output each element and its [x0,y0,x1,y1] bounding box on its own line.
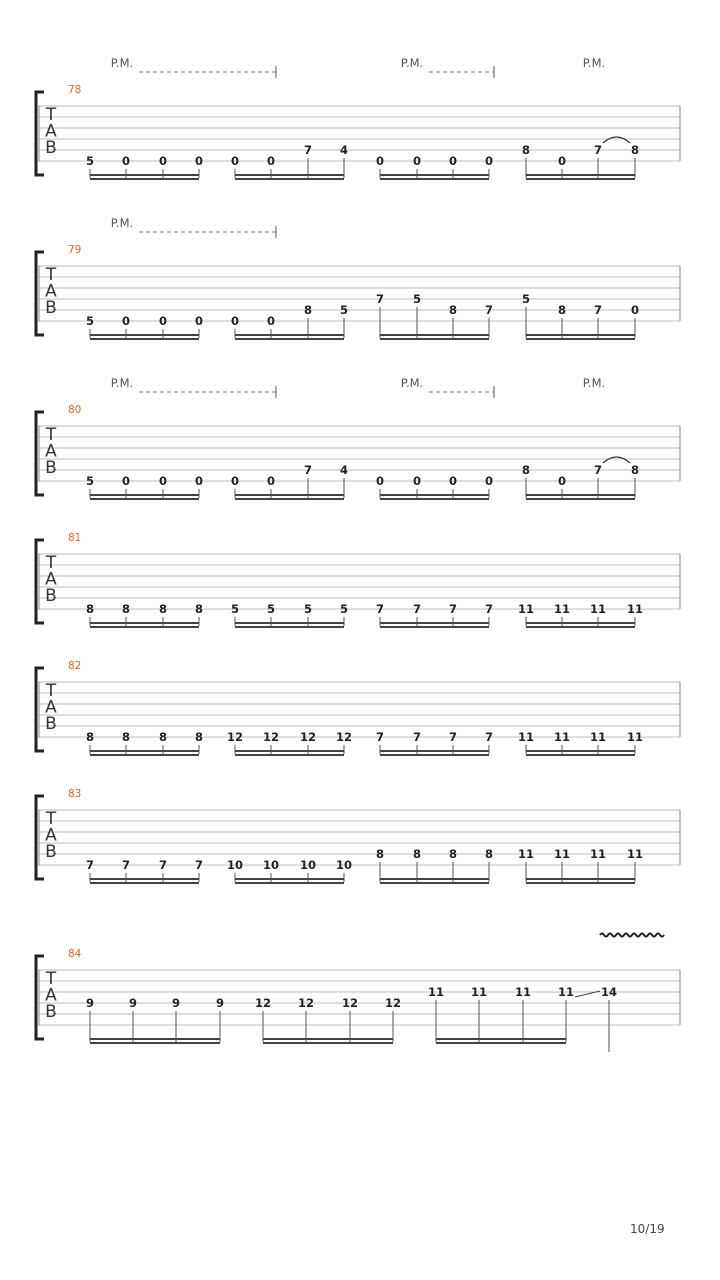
system-bracket [36,252,44,335]
beam [380,622,489,624]
fret-number: 5 [339,602,349,616]
fret-number: 0 [158,154,168,168]
fret-number: 0 [121,474,131,488]
fret-number: 7 [375,730,385,744]
tab-clef-letter: T [45,425,57,445]
fret-number: 8 [521,143,531,157]
fret-number: 10 [299,858,317,872]
fret-number: 9 [128,996,138,1010]
fret-number: 0 [230,314,240,328]
fret-number: 8 [194,730,204,744]
tab-clef-letter: A [45,441,57,462]
fret-number: 9 [215,996,225,1010]
fret-number: 8 [557,303,567,317]
fret-number: 7 [593,303,603,317]
tab-system [36,216,680,340]
fret-number: 0 [557,154,567,168]
fret-number: 0 [266,154,276,168]
fret-number: 0 [375,474,385,488]
beam [526,882,635,884]
fret-number: 7 [121,858,131,872]
fret-number: 12 [254,996,272,1010]
fret-number: 12 [297,996,315,1010]
fret-number: 12 [262,730,280,744]
fret-number: 11 [553,730,571,744]
beam [90,494,199,496]
fret-number: 9 [171,996,181,1010]
beam [526,494,635,496]
beam [380,878,489,880]
beam [436,1038,566,1040]
beam [235,878,344,880]
fret-number: 7 [484,602,494,616]
tab-clef-letter: T [45,265,57,285]
beam [526,754,635,756]
system-bracket [36,540,44,623]
palm-mute-label: P.M. [110,376,134,390]
fret-number: 8 [194,602,204,616]
fret-number: 11 [517,730,535,744]
beam [90,338,199,340]
fret-number: 7 [484,303,494,317]
fret-number: 11 [626,847,644,861]
fret-number: 0 [121,154,131,168]
beam [380,178,489,180]
fret-number: 12 [384,996,402,1010]
beam [90,626,199,628]
bar-number: 78 [68,84,82,96]
fret-number: 12 [299,730,317,744]
fret-number: 8 [375,847,385,861]
beam [263,1042,393,1044]
fret-number: 7 [593,463,603,477]
tab-system [36,660,680,756]
beam [380,754,489,756]
beam [380,334,489,336]
fret-number: 11 [427,985,445,999]
beam [263,1038,393,1040]
beam [235,334,344,336]
fret-number: 10 [226,858,244,872]
fret-number: 11 [514,985,532,999]
fret-number: 8 [121,602,131,616]
fret-number: 8 [158,730,168,744]
beam [90,1042,220,1044]
beam [90,750,199,752]
beam [90,622,199,624]
fret-number: 11 [557,985,575,999]
fret-number: 11 [517,847,535,861]
fret-number: 5 [303,602,313,616]
fret-number: 10 [335,858,353,872]
fret-number: 7 [303,463,313,477]
tab-clef-letter: B [45,586,57,606]
beam [235,622,344,624]
fret-number: 7 [593,143,603,157]
beam [90,178,199,180]
fret-number: 0 [194,154,204,168]
beam [235,338,344,340]
fret-number: 8 [448,847,458,861]
fret-number: 8 [303,303,313,317]
fret-number: 7 [85,858,95,872]
fret-number: 11 [589,847,607,861]
fret-number: 12 [335,730,353,744]
system-bracket [36,796,44,879]
beam [526,622,635,624]
fret-number: 7 [375,602,385,616]
bar-number: 84 [68,948,82,960]
beam [235,174,344,176]
fret-number: 7 [484,730,494,744]
fret-number: 0 [230,154,240,168]
fret-number: 8 [412,847,422,861]
fret-number: 11 [626,602,644,616]
bar-number: 81 [68,532,82,544]
fret-number: 10 [262,858,280,872]
tab-clef-letter: T [45,969,57,989]
fret-number: 5 [266,602,276,616]
fret-number: 0 [630,303,640,317]
fret-number: 0 [557,474,567,488]
beam [90,754,199,756]
tab-clef-letter: B [45,458,57,478]
beam [526,750,635,752]
fret-number: 5 [521,292,531,306]
palm-mute-label: P.M. [582,56,606,70]
fret-number: 8 [521,463,531,477]
tab-clef-letter: A [45,569,57,590]
beam [380,338,489,340]
fret-number: 0 [448,474,458,488]
tab-system [36,532,680,628]
tab-system [36,788,680,884]
fret-number: 12 [226,730,244,744]
fret-number: 5 [412,292,422,306]
tab-clef-letter: B [45,842,57,862]
beam [90,882,199,884]
bar-number: 79 [68,244,82,256]
fret-number: 8 [484,847,494,861]
bar-number: 80 [68,404,82,416]
beam [235,626,344,628]
tab-clef-letter: A [45,121,57,142]
beam [235,882,344,884]
beam [526,178,635,180]
beam [90,498,199,500]
beam [380,882,489,884]
fret-number: 0 [230,474,240,488]
beam [380,750,489,752]
beam [90,334,199,336]
beam [235,754,344,756]
fret-number: 7 [158,858,168,872]
tab-clef-letter: B [45,298,57,318]
fret-number: 5 [85,314,95,328]
tab-clef-letter: T [45,105,57,125]
fret-number: 5 [339,303,349,317]
tab-clef-letter: A [45,985,57,1006]
beam [90,878,199,880]
tab-system [36,56,680,180]
beam [526,626,635,628]
fret-number: 11 [470,985,488,999]
beam [235,494,344,496]
tie-arc [603,137,630,143]
fret-number: 11 [589,602,607,616]
fret-number: 0 [412,474,422,488]
system-bracket [36,668,44,751]
fret-number: 0 [194,314,204,328]
fret-number: 7 [303,143,313,157]
beam [526,334,635,336]
tab-clef-letter: B [45,714,57,734]
fret-number: 11 [626,730,644,744]
fret-number: 7 [375,292,385,306]
fret-number: 5 [85,474,95,488]
beam [90,174,199,176]
tab-clef-letter: T [45,809,57,829]
tab-clef-letter: T [45,681,57,701]
fret-number: 0 [412,154,422,168]
fret-number: 8 [158,602,168,616]
beam [526,338,635,340]
fret-number: 11 [589,730,607,744]
fret-number: 0 [448,154,458,168]
fret-number: 7 [448,602,458,616]
palm-mute-label: P.M. [582,376,606,390]
fret-number: 8 [121,730,131,744]
fret-number: 7 [448,730,458,744]
fret-number: 0 [121,314,131,328]
fret-number: 11 [553,602,571,616]
fret-number: 0 [194,474,204,488]
beam [380,626,489,628]
bar-number: 83 [68,788,82,800]
beam [235,178,344,180]
beam [526,878,635,880]
fret-number: 8 [85,730,95,744]
fret-number: 0 [266,314,276,328]
palm-mute-label: P.M. [110,56,134,70]
bar-number: 82 [68,660,82,672]
vibrato-mark [600,934,664,937]
fret-number: 8 [448,303,458,317]
palm-mute-label: P.M. [400,56,424,70]
system-bracket [36,956,44,1039]
tab-system [36,376,680,500]
beam [90,1038,220,1040]
fret-number: 7 [412,602,422,616]
fret-number: 4 [339,143,349,157]
beam [526,498,635,500]
tab-clef-letter: B [45,1002,57,1022]
beam [235,750,344,752]
fret-number: 0 [158,474,168,488]
fret-number: 5 [85,154,95,168]
fret-number: 7 [194,858,204,872]
fret-number: 11 [517,602,535,616]
palm-mute-label: P.M. [400,376,424,390]
tab-clef-letter: A [45,825,57,846]
fret-number: 14 [600,985,618,999]
fret-number: 0 [375,154,385,168]
tab-clef-letter: A [45,697,57,718]
system-bracket [36,412,44,495]
palm-mute-label: P.M. [110,216,134,230]
fret-number: 8 [85,602,95,616]
beam [380,494,489,496]
tab-system [36,934,680,1053]
beam [235,498,344,500]
fret-number: 0 [484,474,494,488]
fret-number: 0 [266,474,276,488]
tie-arc [603,457,630,463]
tab-clef-letter: B [45,138,57,158]
fret-number: 4 [339,463,349,477]
beam [526,174,635,176]
fret-number: 0 [484,154,494,168]
beam [436,1042,566,1044]
fret-number: 11 [553,847,571,861]
fret-number: 0 [158,314,168,328]
tab-clef-letter: T [45,553,57,573]
fret-number: 12 [341,996,359,1010]
beam [380,174,489,176]
fret-number: 8 [630,143,640,157]
tab-clef-letter: A [45,281,57,302]
fret-number: 9 [85,996,95,1010]
fret-number: 7 [412,730,422,744]
beam [380,498,489,500]
system-bracket [36,92,44,175]
fret-number: 5 [230,602,240,616]
fret-number: 8 [630,463,640,477]
page-number: 10/19 [630,1222,665,1236]
